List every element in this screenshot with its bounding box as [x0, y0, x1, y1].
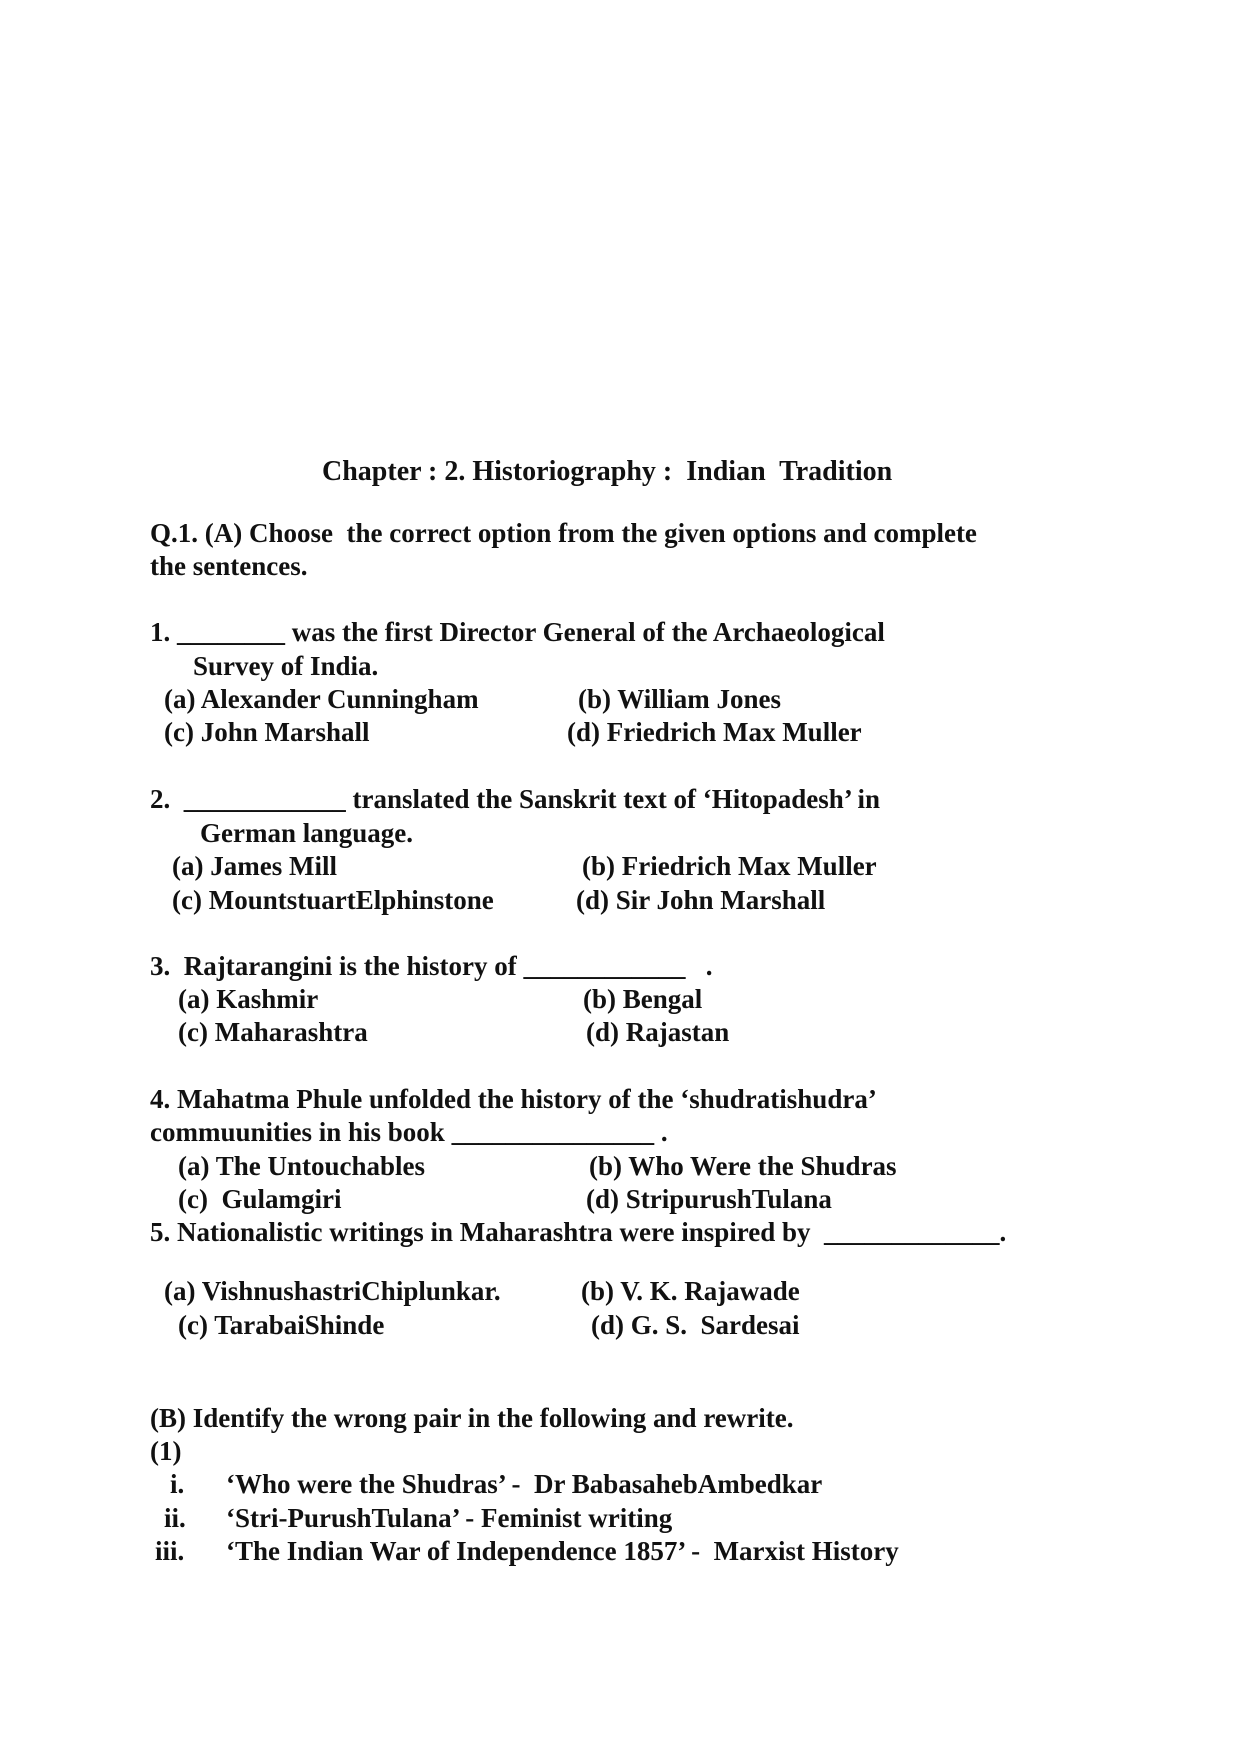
question-1-option-d: (d) Friedrich Max Muller: [567, 717, 862, 747]
question-3-option-a: (a) Kashmir: [178, 984, 319, 1014]
pair-3-text: ‘The Indian War of Independence 1857’ - Marxist History: [226, 1536, 899, 1566]
question-5-option-d: (d) G. S. Sardesai: [591, 1310, 800, 1340]
pair-2-text: ‘Stri-PurushTulana’ - Feminist writing: [226, 1503, 673, 1533]
question-5-option-c: (c) TarabaiShinde: [178, 1310, 385, 1340]
question-2-stem-line2: German language.: [200, 818, 413, 848]
question-2-option-c: (c) MountstuartElphinstone: [172, 885, 494, 915]
question-2-option-a: (a) James Mill: [172, 851, 337, 881]
section-b-item-number: (1): [150, 1436, 182, 1466]
question-2-option-d: (d) Sir John Marshall: [576, 885, 826, 915]
question-3-option-b: (b) Bengal: [583, 984, 703, 1014]
pair-1-text: ‘Who were the Shudras’ - Dr BabasahebAmbedkar: [226, 1469, 823, 1499]
question-2-stem-line1: 2. ____________ translated the Sanskrit text of ‘Hitopadesh’ in: [150, 784, 881, 814]
question-5-option-a: (a) VishnushastriChiplunkar.: [164, 1276, 501, 1306]
question-3-option-d: (d) Rajastan: [586, 1017, 730, 1047]
question-1-stem-line1: 1. ________ was the first Director General of the Archaeological: [150, 617, 885, 647]
question-4-stem-line1: 4. Mahatma Phule unfolded the history of the ‘shudratishudra’: [150, 1084, 877, 1114]
question-1-stem-line2: Survey of India.: [193, 651, 379, 681]
question-5-option-b: (b) V. K. Rajawade: [581, 1276, 800, 1306]
pair-3-numeral: iii.: [155, 1536, 185, 1566]
question-5-stem-line1: 5. Nationalistic writings in Maharashtra were inspired by _____________.: [150, 1217, 1007, 1247]
pair-2-numeral: ii.: [164, 1503, 186, 1533]
question-1-option-b: (b) William Jones: [578, 684, 782, 714]
pair-1-numeral: i.: [170, 1469, 185, 1499]
question-4-stem-line2: commuunities in his book _______________ .: [150, 1117, 668, 1147]
question-4-option-a: (a) The Untouchables: [178, 1151, 426, 1181]
question-4-option-d: (d) StripurushTulana: [586, 1184, 832, 1214]
question-4-option-c: (c) Gulamgiri: [178, 1184, 342, 1214]
section-a-heading-line1: Q.1. (A) Choose the correct option from the given options and complete: [150, 518, 977, 548]
question-1-option-a: (a) Alexander Cunningham: [164, 684, 479, 714]
question-1-option-c: (c) John Marshall: [164, 717, 370, 747]
section-a-heading-line2: the sentences.: [150, 551, 308, 581]
question-4-option-b: (b) Who Were the Shudras: [589, 1151, 897, 1181]
question-3-option-c: (c) Maharashtra: [178, 1017, 368, 1047]
section-b-heading: (B) Identify the wrong pair in the following and rewrite.: [150, 1403, 794, 1433]
chapter-title: Chapter : 2. Historiography : Indian Tradition: [322, 456, 893, 487]
question-3-stem-line1: 3. Rajtarangini is the history of ____________ .: [150, 951, 713, 981]
question-2-option-b: (b) Friedrich Max Muller: [582, 851, 877, 881]
